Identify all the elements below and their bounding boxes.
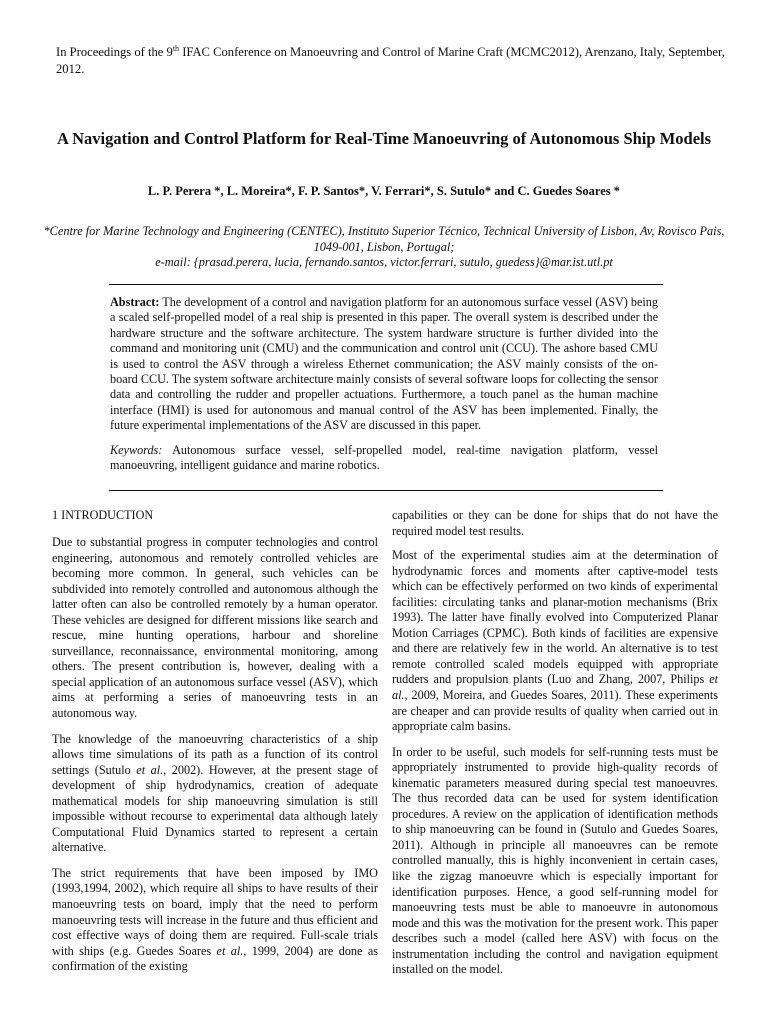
right-column [392, 508, 718, 988]
keywords-paragraph [110, 443, 658, 474]
affiliation-address: *Centre for Marine Technology and Engineering (CENTEC), Instituto Superior Técnico, Technical University of Lisbon, Av, Rovisco Pais, 1049-001, Lisbon, Portugal; [43, 224, 725, 254]
experimental-studies-paragraph [392, 548, 718, 735]
proceedings-text-before: In Proceedings of the 9 [56, 45, 173, 59]
proceedings-header [56, 44, 726, 78]
keywords-text: Autonomous surface vessel, self-propelled model, real-time navigation platform, vessel manoeuvring, intelligent guidance and marine robotics. [110, 442, 658, 473]
proceedings-text-after: IFAC Conference on Manoeuvring and Control of Marine Craft (MCMC2012), Arenzano, Italy, September, 2012. [56, 45, 725, 76]
experimental-studies-etal: et al. [392, 672, 718, 703]
proceedings-ordinal-sup: th [172, 44, 180, 53]
intro-paragraph-2-part-a: The knowledge of the manoeuvring characteristics of a ship allows time simulations of its path as a function of its control settings (Sutulo [52, 731, 378, 777]
abstract-top-rule [109, 284, 663, 285]
left-column [52, 508, 378, 985]
self-running-models-paragraph: In order to be useful, such models for self-running tests must be appropriately instrumented to provide high-quality records of kinematic parameters measured during special test manoeuvres. The thus recorded data can be used for system identification procedures. A review on the application of identification methods to ship manoeuvring can be found in (Sutulo and Guedes Soares, 2011). Although in principle all manoeuvres can be remote controlled manually, this is highly inconvenient in certain cases, like the zigzag manoeuvre which is especially important for identification purposes. Hence, a good self-running model for manoeuvring tests must be able to manoeuvre in autonomous mode and this was the motivation for the present work. This paper describes such a model (called here ASV) with focus on the instrumentation including the control and navigation equipment installed on the model. [392, 744, 718, 977]
abstract-label: Abstract: [110, 295, 160, 309]
paper-title: A Navigation and Control Platform for Real-Time Manoeuvring of Autonomous Ship Models [56, 129, 712, 148]
intro-paragraph-1: Due to substantial progress in computer technologies and control engineering, autonomous and remotely controlled vehicles are becoming more common. In general, such vehicles can be subdivided into remotely controlled and autonomous although the latter often can also be controlled remotely by a human operator. These vehicles are designed for different missions like search and rescue, mine hunting operations, harbour and shoreline surveillance, reconnaissance, environmental monitoring, among others. The present contribution is, however, dealing with a special application of an autonomous surface vessel (ASV), which aims at performing a series of manoeuvring tests in an autonomous way. [52, 535, 378, 721]
affiliation-block [40, 224, 728, 271]
affiliation-email: e-mail: {prasad.perera, lucia, fernando.santos, victor.ferrari, sutulo, guedess}@mar.ist.utl.pt [155, 255, 613, 269]
abstract-paragraph [110, 295, 658, 434]
abstract-text: The development of a control and navigation platform for an autonomous surface vessel (ASV) being a scaled self-propelled model of a real ship is presented in this paper. The overall system is described under the hardware structure and the software architecture. The system hardware structure is further divided into the command and monitoring unit (CMU) and the communication and control unit (CCU). The ashore based CMU is used to control the ASV through a wireless Ethernet communication; the ASV mainly consists of the on-board CCU. The system software architecture mainly consists of several software loops for collecting the sensor data and controlling the rudder and propeller actuations. Furthermore, a touch panel as the human machine interface (HMI) is used for autonomous and manual control of the ASV has been implemented. Finally, the future experimental implementations of the ASV are discussed in this paper. [110, 295, 658, 433]
experimental-studies-part-a: Most of the experimental studies aim at the determination of hydrodynamic forces and moments after captive-model tests which can be effectively performed on two kinds of experimental facilities: circulating tanks and planar-motion mechanisms (Brix 1993). The latter have finally evolved into Computerized Planar Motion Carriages (CPMC). Both kinds of facilities are expensive and there are relatively few in the world. An alternative is to test remote controlled scaled models equipped with appropriate rudders and propulsion plants (Luo and Zhang, 2007, Philips [392, 548, 718, 687]
intro-paragraph-2 [52, 732, 378, 856]
intro-paragraph-2-part-b: , 2002). However, at the present stage of development of ship hydrodynamics, creation of adequate mathematical models for ship manoeuvring simulation is still impossible without recourse to experimental data although lately Computational Fluid Dynamics started to represent a certain alternative. [52, 762, 379, 855]
continued-paragraph: capabilities or they can be done for ships that do not have the required model test results. [392, 508, 718, 538]
intro-paragraph-3-etal: et al. [216, 943, 244, 958]
intro-paragraph-3-part-a: The strict requirements that have been imposed by IMO (1993,1994, 2002), which require all ships to have results of their manoeuvring tests on board, imply that the need to perform manoeuvring tests will increase in the future and thus efficient and cost effective ways of doing them are required. Full-scale trials with ships (e.g. Guedes Soares [52, 865, 378, 958]
intro-paragraph-3 [52, 866, 378, 975]
keywords-label: Keywords: [110, 442, 163, 457]
section-heading-introduction: 1 INTRODUCTION [52, 508, 154, 522]
intro-paragraph-3-part-b: , 1999, 2004) are done as confirmation of the existing [52, 943, 378, 974]
abstract-bottom-rule [109, 490, 663, 491]
experimental-studies-part-b: , 2009, Moreira, and Guedes Soares, 2011). These experiments are cheaper and can provide results of quality when carried out in appropriate calm basins. [392, 688, 718, 734]
intro-paragraph-2-etal: et al. [136, 762, 164, 777]
author-list: L. P. Perera *, L. Moreira*, F. P. Santos*, V. Ferrari*, S. Sutulo* and C. Guedes Soares * [147, 184, 621, 198]
abstract-block [110, 295, 658, 473]
